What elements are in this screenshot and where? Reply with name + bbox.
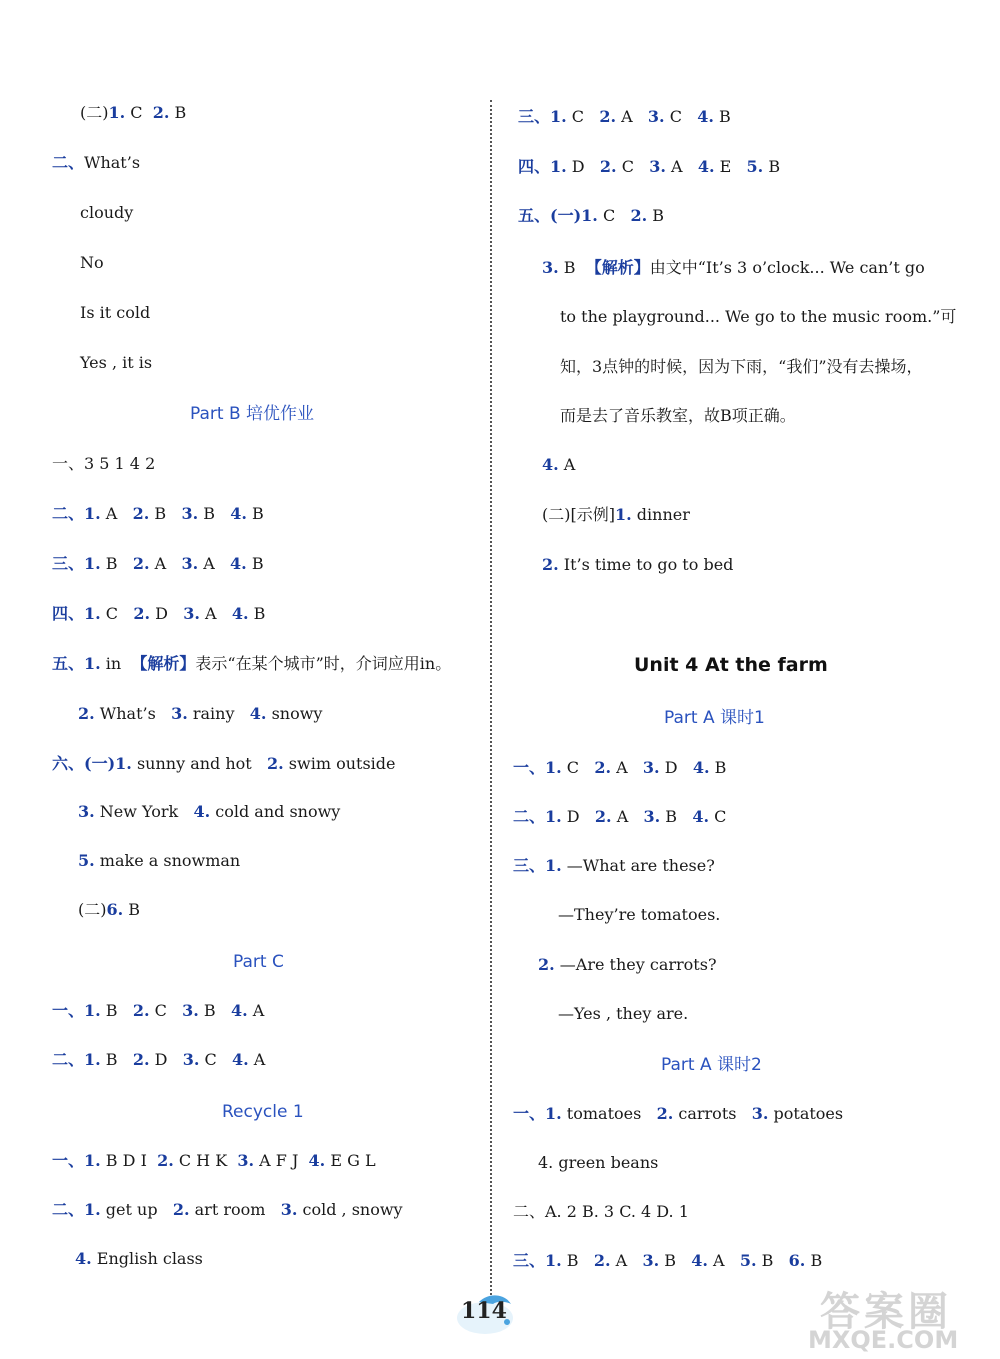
answer-line: 一、1. B 2. C 3. B 4. A	[52, 1001, 265, 1020]
answer-line: 2. What’s 3. rainy 4. snowy	[78, 704, 323, 723]
column-divider	[490, 100, 492, 1295]
answer-line: 3. B 【解析】由文中“It’s 3 o’clock... We can’t go	[542, 258, 925, 277]
answer-line: (二)[示例]1. dinner	[542, 505, 690, 524]
answer-line: 4. English class	[75, 1249, 203, 1268]
answer-line: 五、(一)1. C 2. B	[518, 206, 664, 225]
unit-title: Unit 4 At the farm	[634, 654, 828, 676]
watermark	[800, 1280, 995, 1355]
answer-line: 4. A	[542, 455, 576, 474]
answer-line: 2. It’s time to go to bed	[542, 555, 734, 574]
answer-line: 2. —Are they carrots?	[538, 955, 717, 974]
answer-line: 二、1. B 2. D 3. C 4. A	[52, 1050, 266, 1069]
answer-line: 六、(一)1. sunny and hot 2. swim outside	[52, 754, 396, 773]
answer-line: 三、1. B 2. A 3. B 4. A 5. B 6. B	[513, 1251, 823, 1270]
answer-line: (二)1. C 2. B	[80, 103, 187, 122]
watermark-cn: 答案圈	[820, 1289, 952, 1335]
section-heading: Part A 课时2	[661, 1055, 762, 1075]
answer-line: cloudy	[80, 203, 134, 222]
answer-line: 4. green beans	[538, 1153, 659, 1172]
answer-line: 四、1. D 2. C 3. A 4. E 5. B	[518, 157, 781, 176]
answer-line: 三、1. —What are these?	[513, 856, 715, 875]
answer-line: 三、1. C 2. A 3. C 4. B	[518, 107, 731, 126]
page-number: 114	[461, 1298, 507, 1324]
answer-line: 二、1. D 2. A 3. B 4. C	[513, 807, 727, 826]
answer-line: (二)6. B	[78, 900, 141, 919]
section-heading: Recycle 1	[222, 1102, 304, 1122]
answer-line: No	[80, 253, 104, 272]
answer-line: 而是去了音乐教室，故B项正确。	[560, 406, 796, 425]
answer-line: 一、1. B D I 2. C H K 3. A F J 4. E G L	[52, 1151, 376, 1170]
answer-line: 一、1. tomatoes 2. carrots 3. potatoes	[513, 1104, 844, 1123]
answer-line: 知，3点钟的时候，因为下雨，“我们”没有去操场，	[560, 357, 923, 376]
watermark-en: MXQE.COM	[808, 1326, 959, 1354]
answer-line: —Yes , they are.	[558, 1004, 689, 1023]
answer-line: 一、1. C 2. A 3. D 4. B	[513, 758, 727, 777]
answer-line: 二、A. 2 B. 3 C. 4 D. 1	[513, 1202, 689, 1221]
answer-line: 3. New York 4. cold and snowy	[78, 802, 341, 821]
answer-line: —They’re tomatoes.	[558, 905, 721, 924]
section-heading: Part A 课时1	[664, 708, 765, 728]
answer-line: Is it cold	[80, 303, 151, 322]
answer-line: 二、1. get up 2. art room 3. cold , snowy	[52, 1200, 403, 1219]
answer-line: 二、1. A 2. B 3. B 4. B	[52, 504, 264, 523]
section-heading: Part B 培优作业	[190, 404, 315, 424]
answer-line: 四、1. C 2. D 3. A 4. B	[52, 604, 266, 623]
answer-line: 5. make a snowman	[78, 851, 241, 870]
section-heading: Part C	[233, 952, 284, 972]
page-number-badge	[455, 1292, 517, 1336]
answer-line: to the playground... We go to the music room.”可	[560, 307, 957, 326]
answer-line: 五、1. in 【解析】表示“在某个城市”时，介词应用in。	[52, 654, 452, 673]
answer-line: 三、1. B 2. A 3. A 4. B	[52, 554, 264, 573]
answer-line: 二、What’s	[52, 153, 141, 172]
answer-line: Yes , it is	[80, 353, 153, 372]
answer-line: 一、3 5 1 4 2	[52, 454, 156, 473]
